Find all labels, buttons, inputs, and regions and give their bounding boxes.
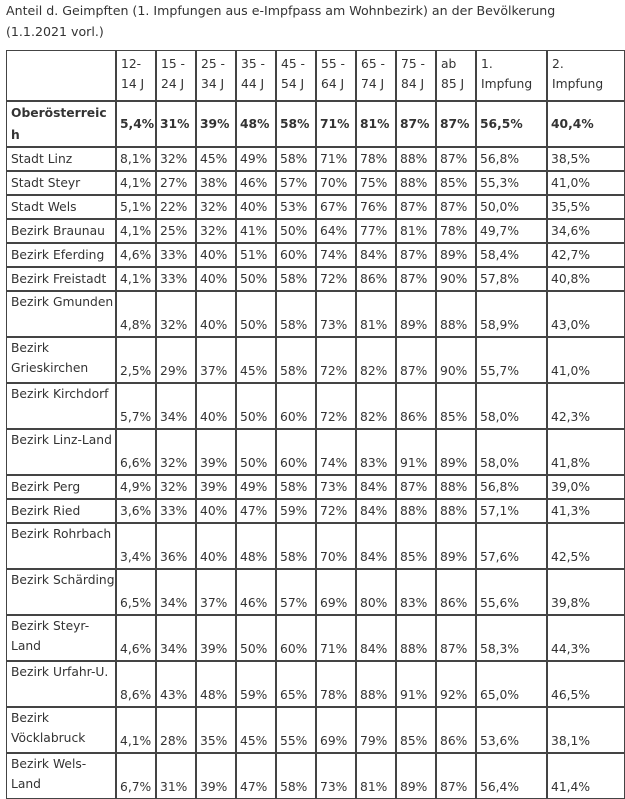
value-cell: 6,7% bbox=[116, 753, 156, 799]
region-name-cell: Bezirk Perg bbox=[6, 475, 116, 499]
value-cell: 38,1% bbox=[547, 707, 625, 753]
value-cell: 85% bbox=[396, 523, 436, 569]
value-cell: 36% bbox=[156, 523, 196, 569]
value-cell: 88% bbox=[396, 615, 436, 661]
value-cell: 56,5% bbox=[476, 101, 547, 147]
value-cell: 5,7% bbox=[116, 383, 156, 429]
value-cell: 55% bbox=[276, 707, 316, 753]
value-cell: 75% bbox=[356, 171, 396, 195]
value-cell: 39,0% bbox=[547, 475, 625, 499]
value-cell: 59% bbox=[276, 499, 316, 523]
value-cell: 41,0% bbox=[547, 337, 625, 383]
value-cell: 79% bbox=[356, 707, 396, 753]
value-cell: 50% bbox=[276, 219, 316, 243]
region-name-cell: Bezirk Ried bbox=[6, 499, 116, 523]
column-header-line-2: Impfung bbox=[481, 77, 533, 91]
value-cell: 87% bbox=[436, 101, 476, 147]
value-cell: 27% bbox=[156, 171, 196, 195]
region-name-cell: Bezirk Steyr-Land bbox=[6, 615, 116, 661]
value-cell: 82% bbox=[356, 337, 396, 383]
value-cell: 58,9% bbox=[476, 291, 547, 337]
value-cell: 56,8% bbox=[476, 475, 547, 499]
value-cell: 58,0% bbox=[476, 429, 547, 475]
value-cell: 37% bbox=[196, 337, 236, 383]
value-cell: 51% bbox=[236, 243, 276, 267]
value-cell: 41,3% bbox=[547, 499, 625, 523]
column-header bbox=[116, 50, 156, 101]
value-cell: 70% bbox=[316, 171, 356, 195]
value-cell: 32% bbox=[156, 147, 196, 171]
table-row bbox=[6, 171, 625, 195]
column-header-line-2: 44 J bbox=[241, 77, 265, 91]
value-cell: 72% bbox=[316, 267, 356, 291]
column-header-line-1: ab bbox=[441, 57, 457, 71]
column-header-line-2: 84 J bbox=[401, 77, 425, 91]
value-cell: 87% bbox=[396, 243, 436, 267]
value-cell: 57,6% bbox=[476, 523, 547, 569]
value-cell: 4,8% bbox=[116, 291, 156, 337]
value-cell: 53% bbox=[276, 195, 316, 219]
table-row bbox=[6, 337, 625, 383]
value-cell: 78% bbox=[436, 219, 476, 243]
region-name-cell: Bezirk Kirchdorf bbox=[6, 383, 116, 429]
value-cell: 48% bbox=[196, 661, 236, 707]
column-header-line-1: 55 - bbox=[321, 57, 345, 71]
value-cell: 37% bbox=[196, 569, 236, 615]
value-cell: 58% bbox=[276, 337, 316, 383]
value-cell: 73% bbox=[316, 475, 356, 499]
column-header-line-1: 65 - bbox=[361, 57, 385, 71]
value-cell: 65,0% bbox=[476, 661, 547, 707]
value-cell: 40,4% bbox=[547, 101, 625, 147]
value-cell: 32% bbox=[156, 429, 196, 475]
value-cell: 38,5% bbox=[547, 147, 625, 171]
value-cell: 87% bbox=[436, 147, 476, 171]
value-cell: 42,7% bbox=[547, 243, 625, 267]
value-cell: 90% bbox=[436, 337, 476, 383]
value-cell: 4,1% bbox=[116, 171, 156, 195]
value-cell: 38% bbox=[196, 171, 236, 195]
value-cell: 34% bbox=[156, 615, 196, 661]
value-cell: 40% bbox=[196, 291, 236, 337]
value-cell: 88% bbox=[436, 475, 476, 499]
value-cell: 6,6% bbox=[116, 429, 156, 475]
value-cell: 39% bbox=[196, 615, 236, 661]
value-cell: 89% bbox=[436, 243, 476, 267]
value-cell: 89% bbox=[396, 753, 436, 799]
value-cell: 74% bbox=[316, 429, 356, 475]
value-cell: 86% bbox=[436, 569, 476, 615]
value-cell: 84% bbox=[356, 615, 396, 661]
value-cell: 77% bbox=[356, 219, 396, 243]
value-cell: 58% bbox=[276, 147, 316, 171]
value-cell: 22% bbox=[156, 195, 196, 219]
value-cell: 88% bbox=[436, 499, 476, 523]
column-header-line-1: 15 - bbox=[161, 57, 185, 71]
value-cell: 57,8% bbox=[476, 267, 547, 291]
value-cell: 56,4% bbox=[476, 753, 547, 799]
value-cell: 41,0% bbox=[547, 171, 625, 195]
value-cell: 40% bbox=[196, 499, 236, 523]
value-cell: 87% bbox=[436, 615, 476, 661]
value-cell: 76% bbox=[356, 195, 396, 219]
header-corner-cell bbox=[6, 50, 116, 101]
value-cell: 71% bbox=[316, 101, 356, 147]
value-cell: 50,0% bbox=[476, 195, 547, 219]
value-cell: 32% bbox=[156, 291, 196, 337]
region-name-cell: Bezirk Freistadt bbox=[6, 267, 116, 291]
value-cell: 55,6% bbox=[476, 569, 547, 615]
value-cell: 85% bbox=[396, 707, 436, 753]
value-cell: 80% bbox=[356, 569, 396, 615]
value-cell: 39% bbox=[196, 429, 236, 475]
table-row bbox=[6, 707, 625, 753]
value-cell: 4,1% bbox=[116, 219, 156, 243]
value-cell: 87% bbox=[396, 337, 436, 383]
table-row bbox=[6, 569, 625, 615]
value-cell: 39% bbox=[196, 753, 236, 799]
table-row bbox=[6, 267, 625, 291]
value-cell: 87% bbox=[436, 753, 476, 799]
value-cell: 3,4% bbox=[116, 523, 156, 569]
value-cell: 85% bbox=[436, 383, 476, 429]
value-cell: 81% bbox=[356, 291, 396, 337]
column-header bbox=[436, 50, 476, 101]
value-cell: 74% bbox=[316, 243, 356, 267]
value-cell: 47% bbox=[236, 753, 276, 799]
value-cell: 69% bbox=[316, 707, 356, 753]
column-header-line-2: Impfung bbox=[552, 77, 604, 91]
region-name-cell: Oberösterreich bbox=[6, 101, 116, 147]
value-cell: 46% bbox=[236, 171, 276, 195]
value-cell: 87% bbox=[396, 195, 436, 219]
value-cell: 39,8% bbox=[547, 569, 625, 615]
region-name-cell: Stadt Linz bbox=[6, 147, 116, 171]
value-cell: 64% bbox=[316, 219, 356, 243]
value-cell: 2,5% bbox=[116, 337, 156, 383]
value-cell: 34% bbox=[156, 569, 196, 615]
value-cell: 86% bbox=[396, 383, 436, 429]
table-row bbox=[6, 499, 625, 523]
value-cell: 4,1% bbox=[116, 267, 156, 291]
table-row bbox=[6, 101, 625, 147]
table-row bbox=[6, 615, 625, 661]
value-cell: 41,8% bbox=[547, 429, 625, 475]
value-cell: 58% bbox=[276, 101, 316, 147]
value-cell: 84% bbox=[356, 499, 396, 523]
column-header bbox=[476, 50, 547, 101]
value-cell: 49% bbox=[236, 475, 276, 499]
value-cell: 40% bbox=[196, 383, 236, 429]
value-cell: 40% bbox=[196, 523, 236, 569]
value-cell: 90% bbox=[436, 267, 476, 291]
value-cell: 58% bbox=[276, 267, 316, 291]
value-cell: 86% bbox=[436, 707, 476, 753]
value-cell: 60% bbox=[276, 383, 316, 429]
value-cell: 4,1% bbox=[116, 707, 156, 753]
value-cell: 89% bbox=[396, 291, 436, 337]
value-cell: 82% bbox=[356, 383, 396, 429]
column-header bbox=[316, 50, 356, 101]
value-cell: 46% bbox=[236, 569, 276, 615]
value-cell: 43,0% bbox=[547, 291, 625, 337]
value-cell: 59% bbox=[236, 661, 276, 707]
value-cell: 33% bbox=[156, 267, 196, 291]
value-cell: 81% bbox=[356, 101, 396, 147]
value-cell: 50% bbox=[236, 383, 276, 429]
value-cell: 41,4% bbox=[547, 753, 625, 799]
value-cell: 71% bbox=[316, 615, 356, 661]
table-body bbox=[6, 101, 625, 799]
table-container bbox=[6, 50, 608, 794]
table-row bbox=[6, 475, 625, 499]
value-cell: 8,6% bbox=[116, 661, 156, 707]
value-cell: 32% bbox=[196, 219, 236, 243]
column-header-line-1: 12- bbox=[121, 57, 142, 71]
column-header-line-2: 74 J bbox=[361, 77, 385, 91]
value-cell: 88% bbox=[356, 661, 396, 707]
value-cell: 84% bbox=[356, 475, 396, 499]
value-cell: 5,4% bbox=[116, 101, 156, 147]
region-name-cell: Bezirk Urfahr-U. bbox=[6, 661, 116, 707]
caption-line-2: (1.1.2021 vorl.) bbox=[6, 24, 104, 39]
value-cell: 35,5% bbox=[547, 195, 625, 219]
column-header-line-1: 35 - bbox=[241, 57, 265, 71]
table-row bbox=[6, 523, 625, 569]
value-cell: 33% bbox=[156, 243, 196, 267]
value-cell: 6,5% bbox=[116, 569, 156, 615]
value-cell: 81% bbox=[396, 219, 436, 243]
value-cell: 42,3% bbox=[547, 383, 625, 429]
value-cell: 45% bbox=[196, 147, 236, 171]
value-cell: 88% bbox=[436, 291, 476, 337]
region-name-cell: Bezirk Linz-Land bbox=[6, 429, 116, 475]
column-header bbox=[396, 50, 436, 101]
value-cell: 57% bbox=[276, 171, 316, 195]
header-row bbox=[6, 50, 625, 101]
value-cell: 88% bbox=[396, 499, 436, 523]
value-cell: 31% bbox=[156, 101, 196, 147]
value-cell: 45% bbox=[236, 707, 276, 753]
value-cell: 87% bbox=[436, 195, 476, 219]
value-cell: 60% bbox=[276, 243, 316, 267]
value-cell: 47% bbox=[236, 499, 276, 523]
table-row bbox=[6, 661, 625, 707]
value-cell: 58% bbox=[276, 291, 316, 337]
column-header-line-2: 54 J bbox=[281, 77, 305, 91]
value-cell: 4,6% bbox=[116, 615, 156, 661]
value-cell: 65% bbox=[276, 661, 316, 707]
value-cell: 87% bbox=[396, 267, 436, 291]
value-cell: 55,3% bbox=[476, 171, 547, 195]
value-cell: 60% bbox=[276, 429, 316, 475]
value-cell: 33% bbox=[156, 499, 196, 523]
value-cell: 34% bbox=[156, 383, 196, 429]
value-cell: 92% bbox=[436, 661, 476, 707]
value-cell: 86% bbox=[356, 267, 396, 291]
value-cell: 44,3% bbox=[547, 615, 625, 661]
value-cell: 58,3% bbox=[476, 615, 547, 661]
value-cell: 84% bbox=[356, 243, 396, 267]
value-cell: 73% bbox=[316, 291, 356, 337]
value-cell: 72% bbox=[316, 337, 356, 383]
region-name-cell: Bezirk Eferding bbox=[6, 243, 116, 267]
value-cell: 89% bbox=[436, 523, 476, 569]
value-cell: 67% bbox=[316, 195, 356, 219]
value-cell: 42,5% bbox=[547, 523, 625, 569]
value-cell: 4,9% bbox=[116, 475, 156, 499]
vaccination-table bbox=[6, 50, 625, 799]
value-cell: 84% bbox=[356, 523, 396, 569]
value-cell: 58% bbox=[276, 523, 316, 569]
value-cell: 29% bbox=[156, 337, 196, 383]
value-cell: 58,4% bbox=[476, 243, 547, 267]
region-name-cell: Bezirk Grieskirchen bbox=[6, 337, 116, 383]
column-header-line-2: 24 J bbox=[161, 77, 185, 91]
value-cell: 73% bbox=[316, 753, 356, 799]
value-cell: 41% bbox=[236, 219, 276, 243]
value-cell: 83% bbox=[356, 429, 396, 475]
column-header bbox=[547, 50, 625, 101]
value-cell: 53,6% bbox=[476, 707, 547, 753]
value-cell: 25% bbox=[156, 219, 196, 243]
value-cell: 50% bbox=[236, 429, 276, 475]
column-header-line-2: 64 J bbox=[321, 77, 345, 91]
value-cell: 69% bbox=[316, 569, 356, 615]
column-header bbox=[196, 50, 236, 101]
column-header-line-1: 2. bbox=[552, 57, 564, 71]
column-header bbox=[156, 50, 196, 101]
value-cell: 32% bbox=[156, 475, 196, 499]
value-cell: 5,1% bbox=[116, 195, 156, 219]
value-cell: 50% bbox=[236, 291, 276, 337]
value-cell: 71% bbox=[316, 147, 356, 171]
column-header-line-1: 75 - bbox=[401, 57, 425, 71]
value-cell: 85% bbox=[436, 171, 476, 195]
value-cell: 83% bbox=[396, 569, 436, 615]
value-cell: 4,6% bbox=[116, 243, 156, 267]
region-name-cell: Bezirk Gmunden bbox=[6, 291, 116, 337]
table-row bbox=[6, 147, 625, 171]
value-cell: 91% bbox=[396, 661, 436, 707]
table-row bbox=[6, 383, 625, 429]
value-cell: 43% bbox=[156, 661, 196, 707]
column-header-line-1: 1. bbox=[481, 57, 493, 71]
value-cell: 89% bbox=[436, 429, 476, 475]
region-name-cell: Bezirk Schärding bbox=[6, 569, 116, 615]
value-cell: 88% bbox=[396, 147, 436, 171]
value-cell: 72% bbox=[316, 383, 356, 429]
table-caption bbox=[6, 0, 602, 42]
region-name-cell: Stadt Steyr bbox=[6, 171, 116, 195]
value-cell: 56,8% bbox=[476, 147, 547, 171]
value-cell: 72% bbox=[316, 499, 356, 523]
value-cell: 49,7% bbox=[476, 219, 547, 243]
region-name-cell: Bezirk Vöcklabruck bbox=[6, 707, 116, 753]
column-header-line-2: 14 J bbox=[121, 77, 145, 91]
value-cell: 78% bbox=[356, 147, 396, 171]
value-cell: 88% bbox=[396, 171, 436, 195]
value-cell: 40% bbox=[196, 243, 236, 267]
value-cell: 28% bbox=[156, 707, 196, 753]
region-name-cell: Stadt Wels bbox=[6, 195, 116, 219]
table-row bbox=[6, 291, 625, 337]
column-header-line-2: 85 J bbox=[441, 77, 465, 91]
caption-line-1: Anteil d. Geimpften (1. Impfungen aus e-Impfpass am Wohnbezirk) an der Bevölkerung bbox=[6, 3, 556, 18]
table-header bbox=[6, 50, 625, 101]
value-cell: 58% bbox=[276, 475, 316, 499]
value-cell: 39% bbox=[196, 475, 236, 499]
value-cell: 46,5% bbox=[547, 661, 625, 707]
value-cell: 35% bbox=[196, 707, 236, 753]
table-row bbox=[6, 195, 625, 219]
value-cell: 87% bbox=[396, 475, 436, 499]
column-header-line-2: 34 J bbox=[201, 77, 225, 91]
value-cell: 40,8% bbox=[547, 267, 625, 291]
value-cell: 40% bbox=[196, 267, 236, 291]
value-cell: 87% bbox=[396, 101, 436, 147]
value-cell: 31% bbox=[156, 753, 196, 799]
value-cell: 48% bbox=[236, 523, 276, 569]
column-header-line-1: 25 - bbox=[201, 57, 225, 71]
column-header bbox=[356, 50, 396, 101]
column-header bbox=[236, 50, 276, 101]
value-cell: 55,7% bbox=[476, 337, 547, 383]
value-cell: 40% bbox=[236, 195, 276, 219]
value-cell: 34,6% bbox=[547, 219, 625, 243]
value-cell: 3,6% bbox=[116, 499, 156, 523]
region-name-cell: Bezirk Rohrbach bbox=[6, 523, 116, 569]
value-cell: 57,1% bbox=[476, 499, 547, 523]
value-cell: 70% bbox=[316, 523, 356, 569]
value-cell: 48% bbox=[236, 101, 276, 147]
value-cell: 8,1% bbox=[116, 147, 156, 171]
value-cell: 57% bbox=[276, 569, 316, 615]
value-cell: 50% bbox=[236, 267, 276, 291]
value-cell: 32% bbox=[196, 195, 236, 219]
column-header bbox=[276, 50, 316, 101]
table-row bbox=[6, 219, 625, 243]
value-cell: 78% bbox=[316, 661, 356, 707]
region-name-cell: Bezirk Braunau bbox=[6, 219, 116, 243]
value-cell: 49% bbox=[236, 147, 276, 171]
value-cell: 39% bbox=[196, 101, 236, 147]
table-row bbox=[6, 429, 625, 475]
value-cell: 45% bbox=[236, 337, 276, 383]
value-cell: 50% bbox=[236, 615, 276, 661]
region-name-cell: Bezirk Wels-Land bbox=[6, 753, 116, 799]
value-cell: 58% bbox=[276, 753, 316, 799]
value-cell: 58,0% bbox=[476, 383, 547, 429]
column-header-line-1: 45 - bbox=[281, 57, 305, 71]
table-row bbox=[6, 243, 625, 267]
value-cell: 91% bbox=[396, 429, 436, 475]
table-row bbox=[6, 753, 625, 799]
value-cell: 81% bbox=[356, 753, 396, 799]
value-cell: 60% bbox=[276, 615, 316, 661]
